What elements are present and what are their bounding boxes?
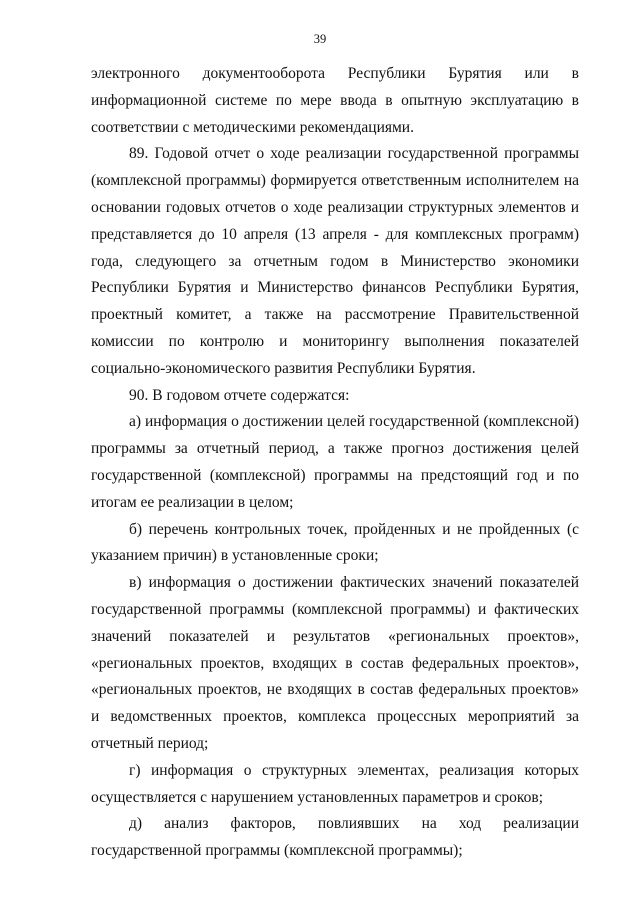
list-item-a: а) информация о достижении целей государственной (комплексной) программы за отчетный период, а также прогноз достижения целей государственной (комплексной) программы на предстоящий год и по итогам ее реализации в целом;: [91, 413, 579, 511]
paragraph-89: 89. Годовой отчет о ходе реализации государственной программы (комплексной программы) формируется ответственным исполнителем на основании годовых отчетов о ходе реализации структурных элементов и представляется до 10 апреля (13 апреля - для комплексных программ) года, следующего за отчетным годом в Министерство экономики Республики Бурятия и Министерство финансов Республики Бурятия, проектный комитет, а также на рассмотрение Правительственной комиссии по контролю и мониторингу выполнения показателей социально-экономического развития Республики Бурятия.: [91, 145, 579, 377]
paragraph-intro: электронного документооборота Республики Бурятия или в информационной системе по мере ввода в опытную эксплуатацию в соответствии с методическими рекомендациями.: [91, 65, 579, 136]
document-body: [91, 61, 579, 865]
list-item-b: б) перечень контрольных точек, пройденных и не пройденных (с указанием причин) в установленные сроки;: [91, 520, 579, 565]
paragraph-90: 90. В годовом отчете содержатся:: [129, 386, 350, 404]
list-item-d: д) анализ факторов, повлиявших на ход реализации государственной программы (комплексной программы);: [91, 815, 579, 860]
list-item-g: г) информация о структурных элементах, реализация которых осуществляется с нарушением установленных параметров и сроков;: [91, 761, 579, 806]
page-number: 39: [313, 32, 327, 46]
list-item-v: в) информация о достижении фактических значений показателей государственной программы (комплексной программы) и фактических значений показателей и результатов «региональных проектов», «региональных проектов, входящих в состав федеральных проектов», «региональных проектов, не входящих в состав федеральных проектов» и ведомственных проектов, комплекса процессных мероприятий за отчетный период;: [91, 574, 579, 752]
